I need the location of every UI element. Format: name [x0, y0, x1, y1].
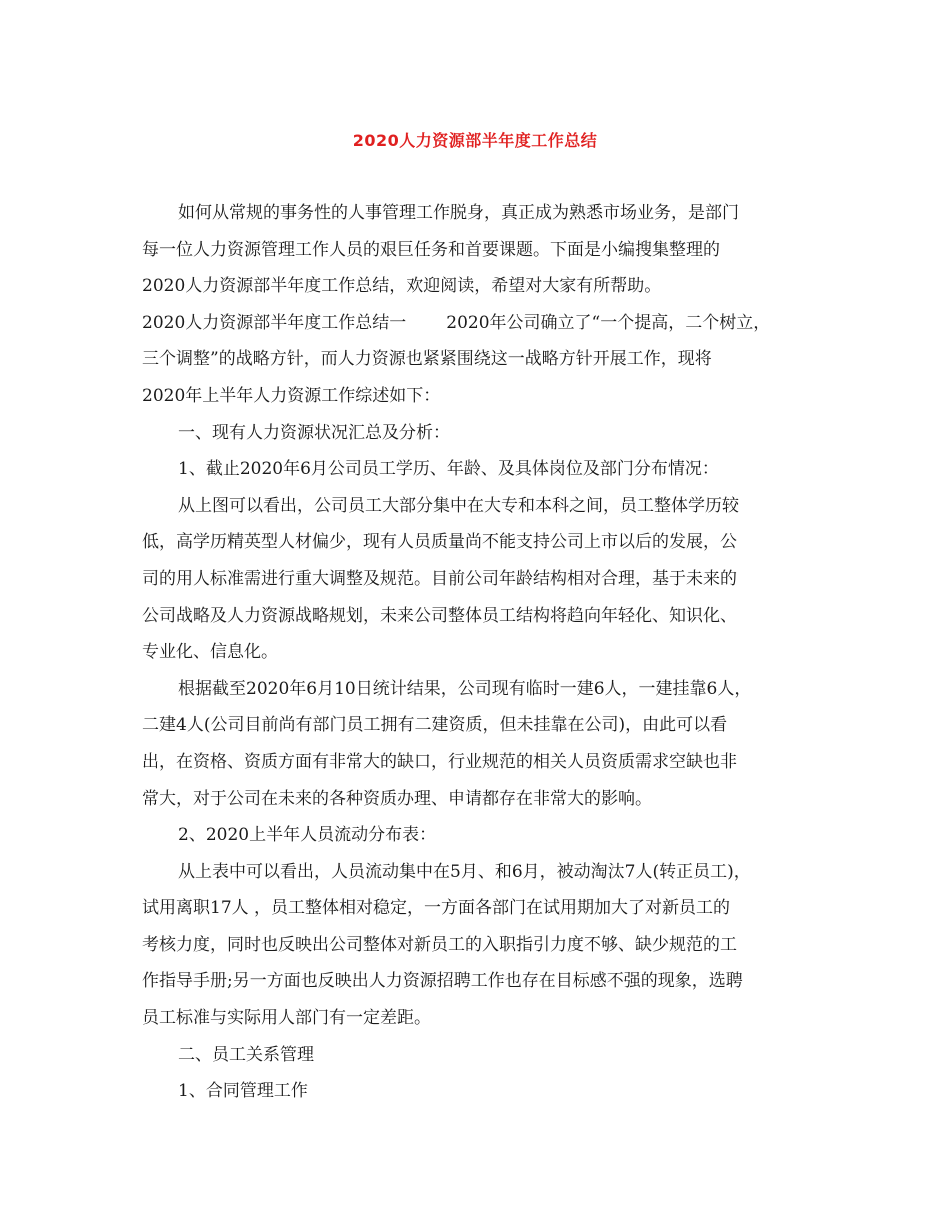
paragraph-line [142, 707, 812, 744]
line-text: 2020年上半年人力资源工作综述如下： [142, 385, 441, 406]
line-text: 出，在资格、资质方面有非常大的缺口，行业规范的相关人员资质需求空缺也非 [142, 751, 737, 772]
paragraph-line [142, 341, 812, 378]
document-body [142, 195, 812, 1110]
paragraph-line [142, 598, 812, 635]
line-text: 从上图可以看出，公司员工大部分集中在大专和本科之间，员工整体学历较 [178, 495, 739, 516]
paragraph-line [142, 561, 812, 598]
line-text: 2020年公司确立了“一个提高，二个树立， [446, 312, 771, 333]
line-text: 从上表中可以看出，人员流动集中在5月、和6月，被动淘汰7人(转正员工)， [178, 861, 751, 882]
line-text: 公司战略及人力资源战略规划，未来公司整体员工结构将趋向年轻化、知识化、 [142, 605, 737, 626]
paragraph-line [142, 671, 812, 708]
section-heading-text: 2020人力资源部半年度工作总结一 [142, 312, 407, 333]
line-text: 如何从常规的事务性的人事管理工作脱身，真正成为熟悉市场业务，是部门 [178, 203, 739, 223]
line-text: 低，高学历精英型人材偏少，现有人员质量尚不能支持公司上市以后的发展，公 [142, 532, 737, 553]
line-text: 员工标准与实际用人部门有一定差距。 [142, 1008, 431, 1029]
paragraph-line [142, 195, 812, 232]
section-heading-text: 一、现有人力资源状况汇总及分析： [178, 422, 450, 443]
subsection-heading-text: 1、截止2020年6月公司员工学历、年龄、及具体岗位及部门分布情况： [178, 459, 719, 480]
section-heading-text: 二、员工关系管理 [178, 1044, 314, 1065]
line-text: 三个调整”的战略方针，而人力资源也紧紧围绕这一战略方针开展工作，现将 [142, 349, 712, 370]
line-text: 考核力度，同时也反映出公司整体对新员工的入职指引力度不够、缺少规范的工 [142, 934, 737, 955]
paragraph-line [142, 1000, 812, 1037]
subsection-heading-text: 2、2020上半年人员流动分布表： [178, 825, 437, 846]
paragraph-line [142, 415, 812, 452]
paragraph-line [142, 524, 812, 561]
paragraph-line [142, 744, 812, 781]
paragraph-line [142, 817, 812, 854]
paragraph-line [142, 232, 812, 269]
line-text: 二建4人(公司目前尚有部门员工拥有二建资质，但未挂靠在公司)，由此可以看 [142, 715, 728, 736]
subsection-heading-text: 1、合同管理工作 [178, 1081, 308, 1102]
paragraph-line [142, 854, 812, 891]
paragraph-line [142, 488, 812, 525]
paragraph-line [142, 1073, 812, 1110]
paragraph-line [142, 963, 812, 1000]
line-text: 试用离职17人 ，员工整体相对稳定，一方面各部门在试用期加大了对新员工的 [142, 898, 731, 919]
line-text: 2020人力资源部半年度工作总结，欢迎阅读，希望对大家有所帮助。 [142, 276, 662, 297]
paragraph-line [142, 378, 812, 415]
line-text: 根据截至2020年6月10日统计结果，公司现有临时一建6人，一建挂靠6人， [178, 678, 752, 699]
line-text: 每一位人力资源管理工作人员的艰巨任务和首要课题。下面是小编搜集整理的 [142, 239, 720, 260]
paragraph-line [142, 268, 812, 305]
paragraph-line [142, 781, 812, 818]
paragraph-line [142, 634, 812, 671]
line-text: 作指导手册;另一方面也反映出人力资源招聘工作也存在目标感不强的现象，选聘 [142, 971, 743, 992]
line-text: 司的用人标准需进行重大调整及规范。目前公司年龄结构相对合理，基于未来的 [142, 568, 737, 589]
paragraph-line [142, 927, 812, 964]
paragraph-line [142, 451, 812, 488]
paragraph-line [142, 1037, 812, 1074]
document-title: 2020人力资源部半年度工作总结 [352, 131, 598, 150]
line-text: 常大，对于公司在未来的各种资质办理、申请都存在非常大的影响。 [142, 788, 652, 809]
paragraph-line [142, 305, 812, 342]
paragraph-line [142, 890, 812, 927]
line-text: 专业化、信息化。 [142, 642, 278, 663]
